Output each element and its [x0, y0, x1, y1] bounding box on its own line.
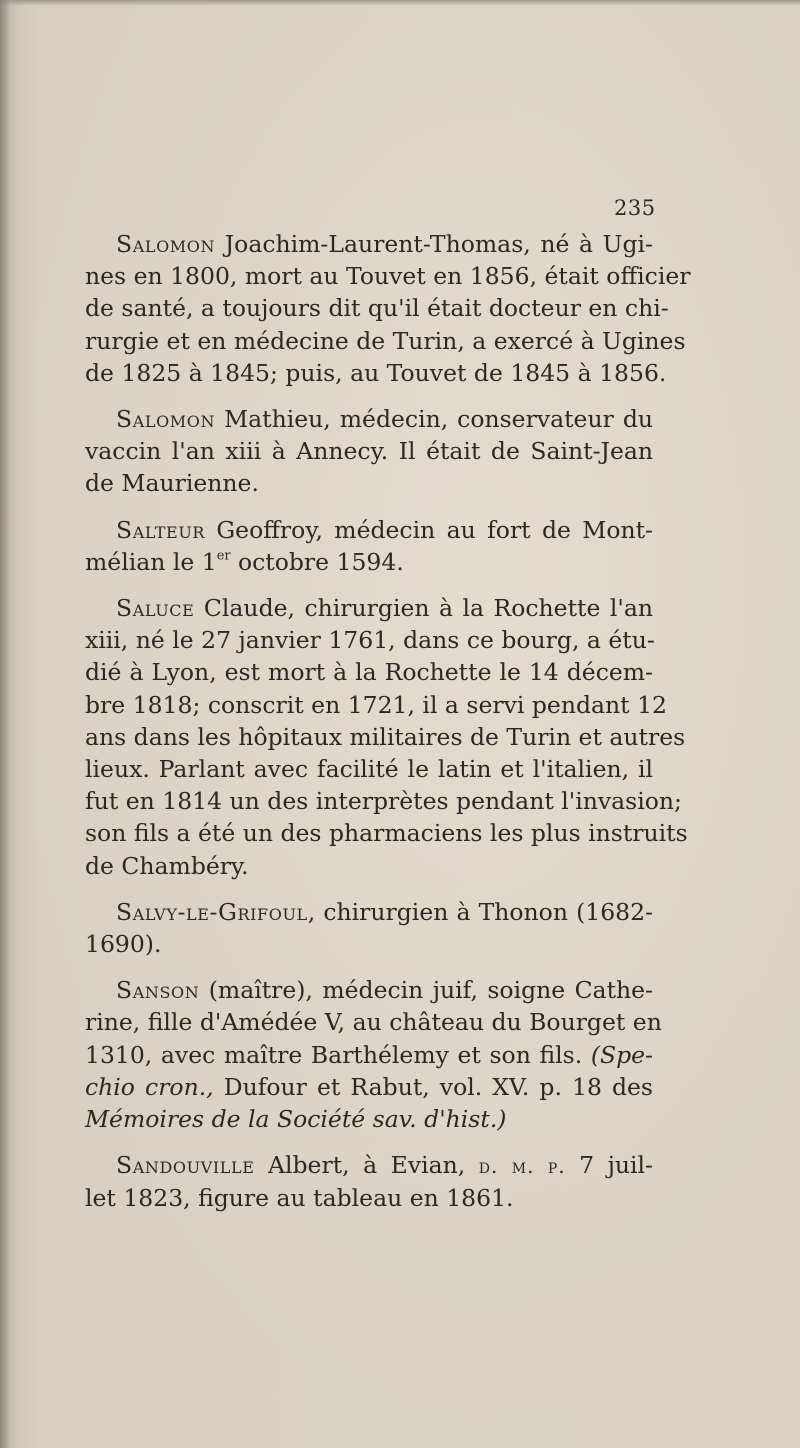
entry-salvy-le-grifoul: Salvy-le-Grifoul, chirurgien à Thonon (1682- 1690).	[85, 897, 653, 959]
entry-name: Saluce	[116, 594, 195, 623]
entry-name: Salomon	[116, 230, 216, 258]
page-number: 235	[614, 196, 656, 220]
entry-name: Sandouville	[116, 1151, 255, 1180]
entry-name: Sanson	[116, 976, 200, 1005]
page-top-edge	[0, 0, 800, 6]
document-body	[85, 228, 691, 1229]
entry-name: Salvy-le-Grifoul	[116, 897, 308, 926]
entry-name: Salteur	[116, 515, 206, 544]
page-binding-shadow	[0, 0, 10, 1448]
entry-sandouville: Sandouville Albert, à Evian, d. m. p. 7 juil- let 1823, figure au tableau en 1861.	[85, 1151, 653, 1213]
entry-salteur-geoffroy: Salteur Geoffroy, médecin au fort de Mont- mélian le 1er octobre 1594.	[85, 515, 653, 576]
entry-sanson: Sanson (maître), médecin juif, soigne Cathe- rine, fille d'Amédée V, au château du Bourget en 1310, avec maître Barthélemy et son fils. (Spe- chio cron., Dufour et Rabut, vol. XV. p. 18 des Mémoires de la Société sav. d'hist.)	[85, 976, 662, 1134]
entry-salomon-joachim: Salomon Joachim-Laurent-Thomas, né à Ugi- nes en 1800, mort au Touvet en 1856, était officier de santé, a toujours dit qu'il était docteur en chi- rurgie et en médecine de Turin, a exercé à Ugines de 1825 à 1845; puis, au Touvet de 1845 à 1856.	[85, 230, 691, 387]
entry-salomon-mathieu: Salomon Mathieu, médecin, conservateur du vaccin l'an xiii à Annecy. Il était de Saint-Jean de Maurienne.	[85, 405, 653, 498]
entry-name: Salomon	[116, 405, 216, 434]
entry-saluce-claude: Saluce Claude, chirurgien à la Rochette l'an xiii, né le 27 janvier 1761, dans ce bourg, a étu- dié à Lyon, est mort à la Rochette le 14 décem- bre 1818; conscrit en 1721, il a servi pendant 12 ans dans les hôpitaux militaires de Turin et autres lieux. Parlant avec facilité le latin et l'italien, il fut en 1814 un des interprètes pendant l'invasion; son fils a été un des pharmaciens les plus instruits de Chambéry.	[85, 594, 688, 880]
